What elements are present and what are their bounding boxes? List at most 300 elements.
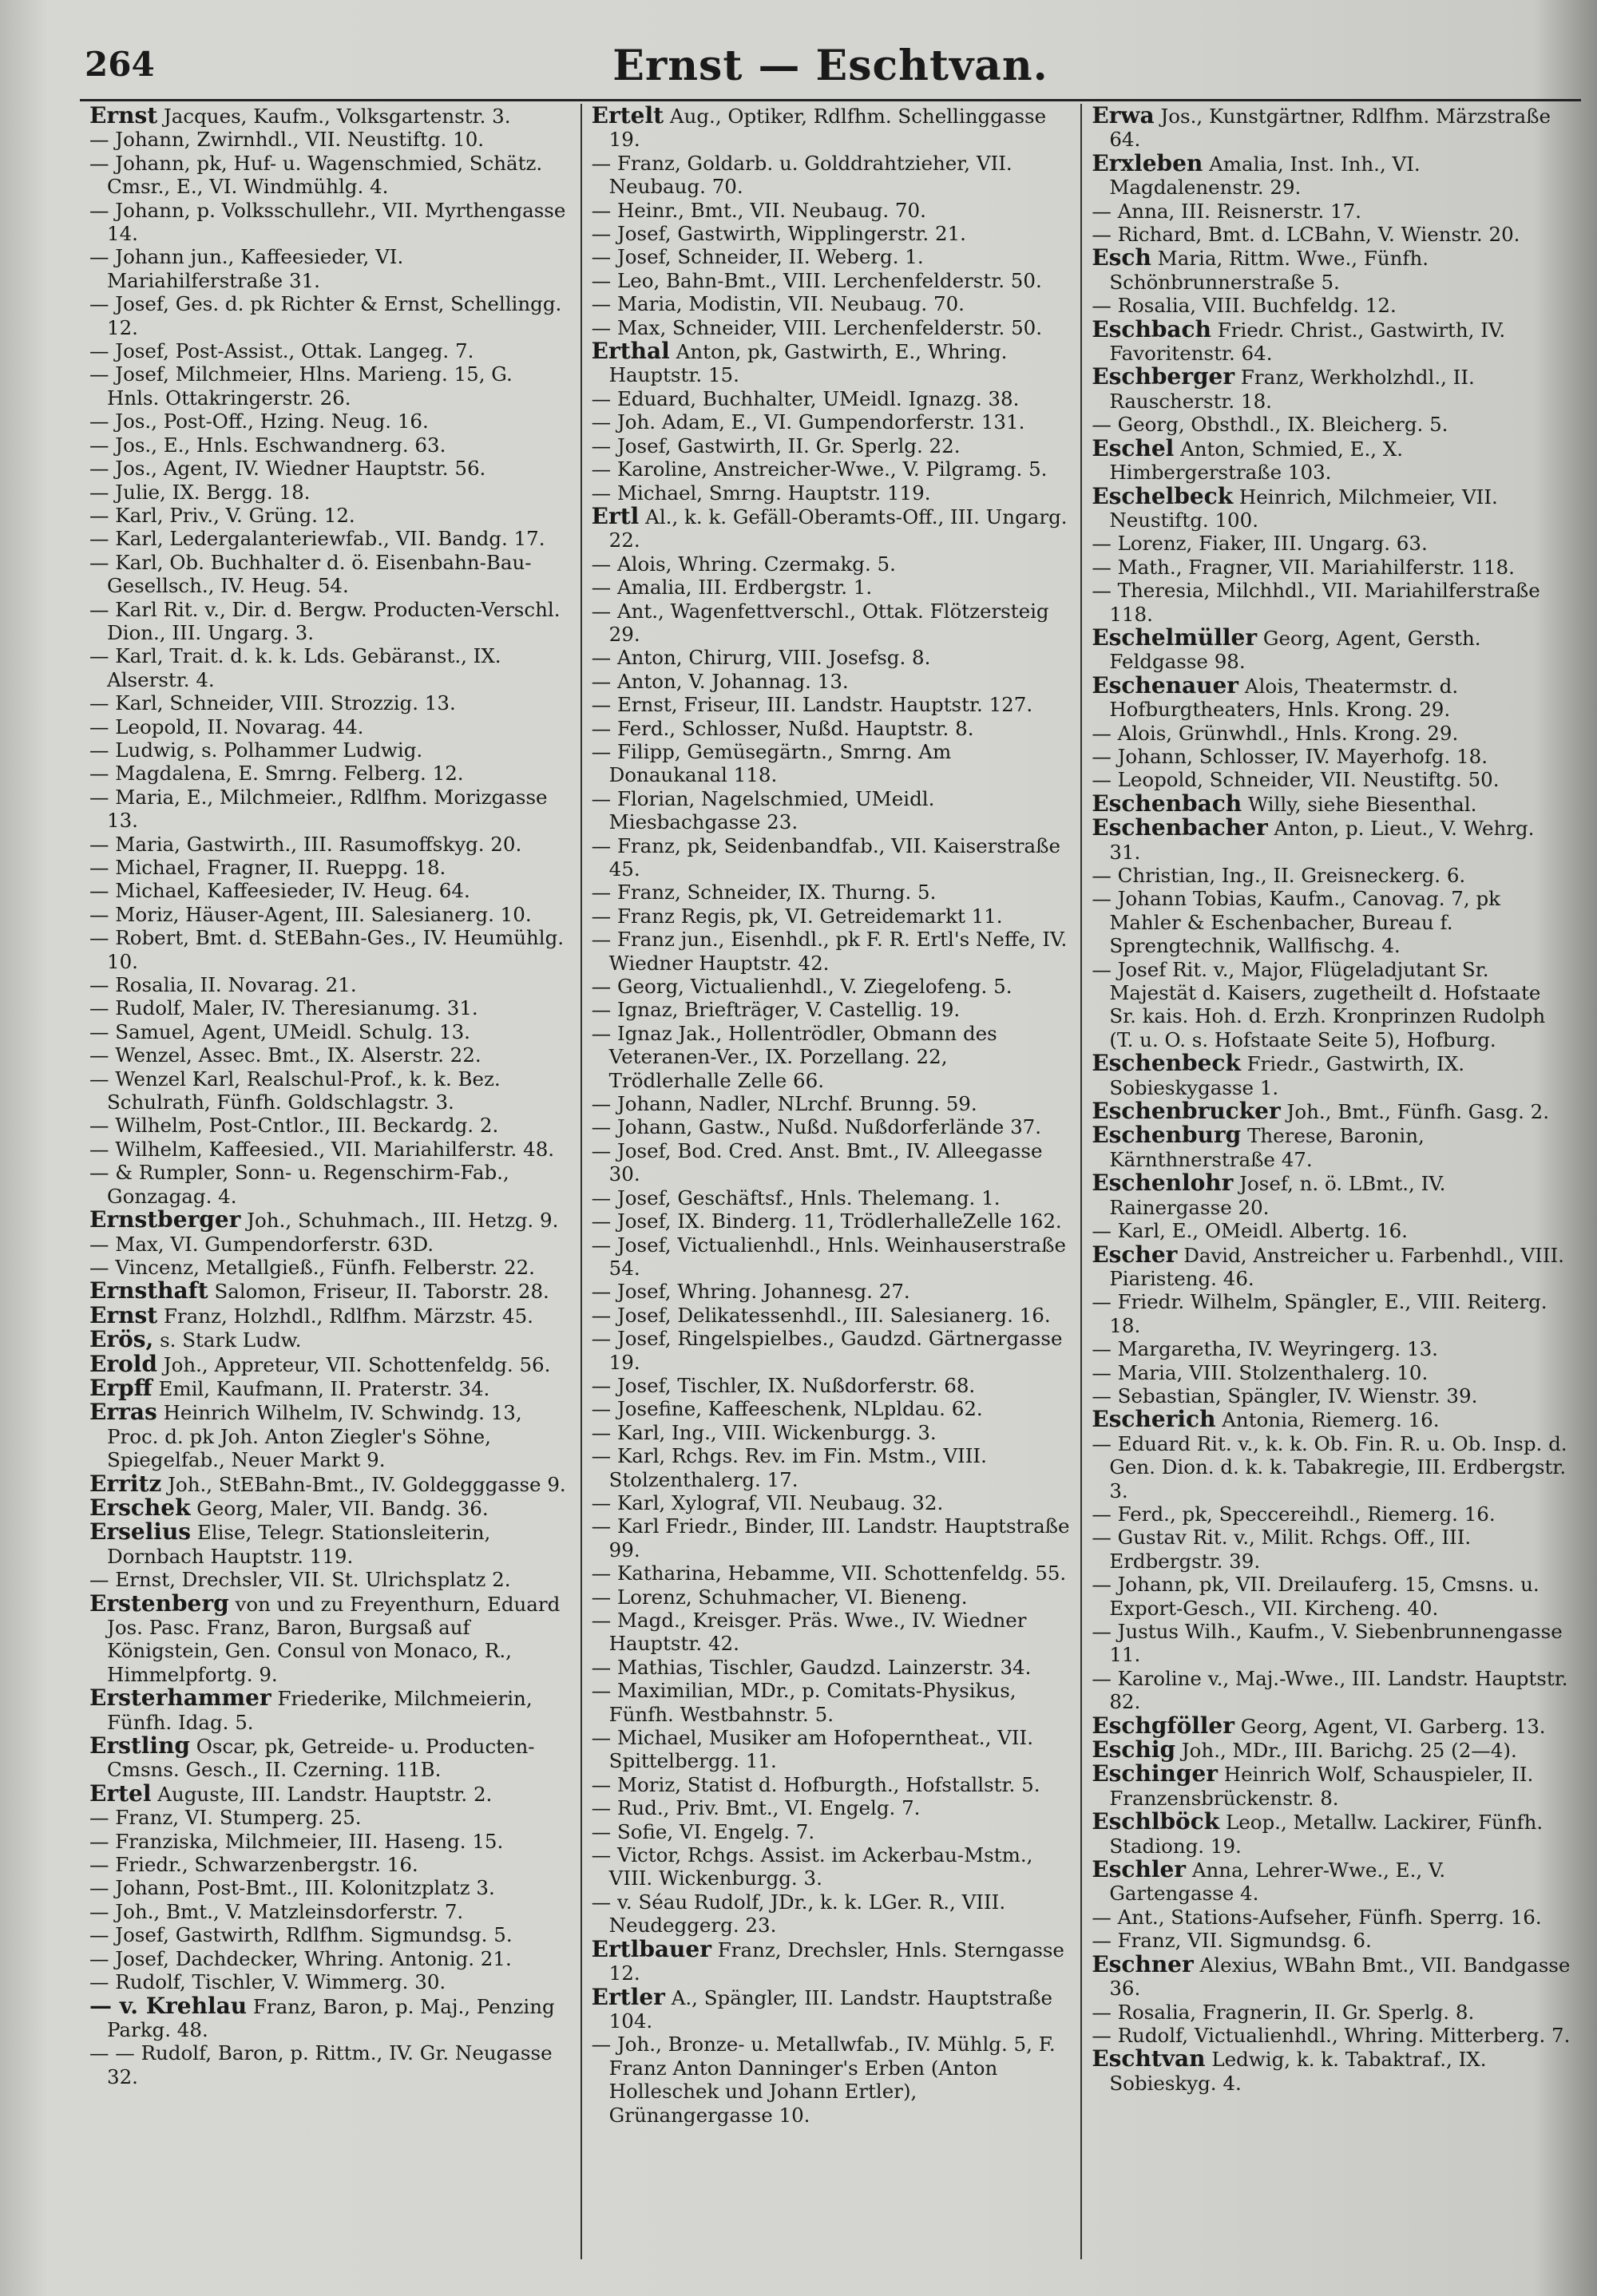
directory-entry [1092, 579, 1571, 626]
directory-entry [1092, 104, 1571, 152]
entry-text: — Johann, Zwirnhdl., VII. Neustiftg. 10. [89, 128, 485, 152]
entry-surname: Erschek [89, 1494, 191, 1521]
entry-text: — Mathias, Tischler, Gaudzd. Lainzerstr. 34. [591, 1655, 1032, 1679]
entry-text: — Michael, Fragner, II. Rueppg. 18. [89, 856, 446, 879]
entry-text: — Jos., Agent, IV. Wiedner Hauptstr. 56. [89, 457, 486, 481]
directory-entry [89, 104, 571, 128]
directory-entry [1092, 671, 1571, 722]
entry-text: Joh., Schuhmach., III. Hetzg. 9. [247, 1209, 559, 1233]
directory-entry [592, 481, 1072, 505]
entry-text: — Jos., Post-Off., Hzing. Neug. 16. [89, 410, 429, 433]
entry-text: — Max, VI. Gumpendorferstr. 63D. [89, 1232, 434, 1256]
directory-entry [89, 1876, 571, 1899]
directory-entry [89, 1400, 571, 1471]
entry-text: — Ant., Wagenfettverschl., Ottak. Flötzersteig 29. [591, 599, 1049, 646]
directory-entry [592, 1562, 1072, 1585]
directory-entry [592, 222, 1072, 245]
entry-text: — Anton, Chirurg, VIII. Josefsg. 8. [591, 646, 931, 670]
directory-entry [89, 856, 571, 879]
entry-text: — Maria, Modistin, VII. Neubaug. 70. [591, 292, 965, 316]
entry-text: — Franz jun., Eisenhdl., pk F. R. Ertl's Neffe, IV. Wiedner Hauptstr. 42. [591, 928, 1068, 975]
directory-entry [89, 1686, 571, 1734]
entry-text: — Karoline v., Maj.-Wwe., III. Landstr. Hauptstr. 82. [1092, 1666, 1568, 1714]
entry-text: — Sebastian, Spängler, IV. Wienstr. 39. [1092, 1384, 1478, 1407]
entry-text: Anton, pk, Gastwirth, E., Whring. Hauptstr. 15. [608, 340, 1008, 387]
directory-entry [592, 975, 1072, 998]
directory-entry [89, 786, 571, 833]
directory-entry [592, 1679, 1072, 1726]
directory-entry [1092, 792, 1571, 816]
entry-text: — Josef, Dachdecker, Whring. Antonig. 21. [89, 1946, 512, 1970]
entry-text: — Gustav Rit. v., Milit. Rchgs. Off., III. Erdbergstr. 39. [1092, 1526, 1472, 1573]
entry-surname: Ertlbauer [591, 1935, 711, 1962]
entry-text: — Josef, Ringelspielbes., Gaudzd. Gärtnergasse 19. [591, 1327, 1063, 1374]
entry-text: — Anna, III. Reisnerstr. 17. [1092, 199, 1361, 223]
entry-text: — Johann Tobias, Kaufm., Canovag. 7, pk Mahler & Eschenbacher, Bureau f. Sprengtechnik, Wallfischg. 4. [1092, 887, 1501, 958]
directory-entry [1092, 1762, 1571, 1810]
entry-text: Antonia, Riemerg. 16. [1222, 1408, 1440, 1432]
entry-surname: Esch [1092, 244, 1151, 271]
entry-text: — — Rudolf, Baron, p. Rittm., IV. Gr. Neugasse 32. [89, 2041, 553, 2088]
entry-text: Friedr. Christ., Gastwirth, IV. Favoritenstr. 64. [1109, 318, 1506, 366]
directory-entry [592, 1209, 1072, 1233]
entry-surname: Eschenburg [1092, 1122, 1242, 1149]
entry-text: — Maximilian, MDr., p. Comitats-Physikus, Fünfh. Westbahnstr. 5. [591, 1679, 1016, 1726]
directory-entry [592, 1092, 1072, 1115]
entry-text: Anna, Lehrer-Wwe., E., V. Gartengasse 4. [1109, 1859, 1446, 1906]
entry-text: — Rosalia, Fragnerin, II. Gr. Sperlg. 8. [1092, 2000, 1475, 2024]
directory-entry [592, 1186, 1072, 1209]
entry-text: — Karoline, Anstreicher-Wwe., V. Pilgramg. 5. [591, 457, 1048, 481]
directory-entry [89, 973, 571, 996]
directory-entry [592, 1139, 1072, 1186]
entry-text: — Wilhelm, Kaffeesied., VII. Mariahilferstr. 48. [89, 1137, 555, 1161]
entry-text: — Franz, VII. Sigmundsg. 6. [1092, 1929, 1372, 1953]
entry-text: — Rudolf, Tischler, V. Wimmerg. 30. [89, 1970, 446, 1994]
entry-text: — & Rumpler, Sonn- u. Regenschirm-Fab., Gonzagag. 4. [89, 1161, 509, 1208]
entry-text: — v. Séau Rudolf, JDr., k. k. LGer. R., VIII. Neudeggerg. 23. [591, 1890, 1006, 1938]
directory-entry [1092, 816, 1571, 864]
directory-entry [592, 1397, 1072, 1420]
entry-text: Joh., Bmt., Fünfh. Gasg. 2. [1286, 1100, 1550, 1124]
entry-surname: Eschenbach [1092, 790, 1242, 817]
entry-text: — Karl, Schneider, VIII. Strozzig. 13. [89, 691, 456, 715]
entry-text: — Franz, Goldarb. u. Golddrahtzieher, VII. Neubaug. 70. [591, 151, 1012, 199]
entry-text: — Amalia, III. Erdbergstr. 1. [591, 576, 873, 600]
entry-text: — Math., Fragner, VII. Mariahilferstr. 118. [1092, 555, 1515, 579]
page-header [80, 42, 1581, 97]
entry-text: David, Anstreicher u. Farbenhdl., VIII. Piaristeng. 46. [1109, 1243, 1564, 1290]
directory-columns [80, 104, 1581, 2259]
entry-text: — Max, Schneider, VIII. Lerchenfelderstr. 50. [591, 315, 1043, 339]
directory-entry [592, 292, 1072, 315]
directory-entry [1092, 745, 1571, 768]
entry-surname: Eschinger [1092, 1760, 1218, 1787]
directory-entry [592, 1985, 1072, 2033]
entry-surname: Eschig [1092, 1736, 1176, 1764]
directory-entry [89, 1568, 571, 1591]
directory-entry [89, 1472, 571, 1496]
entry-text: — Joh. Adam, E., VI. Gumpendorferstr. 131. [591, 410, 1025, 434]
directory-entry [1092, 1219, 1571, 1242]
entry-surname: Eschel [1092, 434, 1175, 461]
entry-surname: Eschenlohr [1092, 1170, 1234, 1197]
directory-entry [89, 691, 571, 715]
entry-text: Alois, Theatermstr. d. Hofburgtheaters, Hnls. Krong. 29. [1109, 674, 1459, 722]
entry-text: — Moriz, Statist d. Hofburgth., Hofstallstr. 5. [591, 1772, 1040, 1796]
entry-surname: Eschelmüller [1092, 623, 1258, 651]
entry-text: — Karl, Xylograf, VII. Neubaug. 32. [591, 1490, 944, 1514]
directory-entry [89, 1067, 571, 1114]
directory-entry [1092, 1667, 1571, 1714]
entry-surname: Erras [89, 1399, 157, 1426]
directory-entry [592, 1656, 1072, 1679]
entry-text: Heinrich Wilhelm, IV. Schwindg. 13, Proc. d. pk Joh. Anton Ziegler's Söhne, Spiegelfab., Neuer Markt 9. [107, 1401, 522, 1472]
entry-text: Joh., MDr., III. Barichg. 25 (2—4). [1181, 1739, 1517, 1763]
entry-surname: Eschgföller [1092, 1712, 1234, 1739]
entry-surname: Eschler [1092, 1856, 1187, 1883]
entry-surname: Escher [1092, 1241, 1178, 1268]
directory-entry [592, 387, 1072, 410]
entry-text: — Filipp, Gemüsegärtn., Smrng. Am Donaukanal 118. [591, 739, 952, 787]
entry-text: — Franziska, Milchmeier, III. Haseng. 15. [89, 1829, 504, 1853]
entry-text: Anton, p. Lieut., V. Wehrg. 31. [1109, 817, 1535, 864]
directory-entry [592, 410, 1072, 433]
directory-entry [89, 1900, 571, 1923]
entry-surname: Erold [89, 1350, 157, 1377]
directory-entry [592, 434, 1072, 457]
directory-entry [89, 598, 571, 645]
directory-entry [1092, 1361, 1571, 1384]
entry-surname: Eschenbeck [1092, 1050, 1241, 1077]
directory-entry [1092, 1123, 1571, 1171]
directory-entry [89, 504, 571, 527]
entry-text: — Joh., Bronze- u. Metallwfab., IV. Mühlg. 5, F. Franz Anton Danninger's Erben (Anton Holleschek und Johann Ertler), Grünangergasse 10. [591, 2033, 1056, 2127]
entry-surname: Eschner [1092, 1950, 1194, 1977]
entry-text: Amalia, Inst. Inh., VI. Magdalenenstr. 29. [1109, 152, 1421, 200]
directory-entry [1092, 1620, 1571, 1667]
entry-surname: Eschelbeck [1092, 482, 1234, 509]
directory-entry [89, 2041, 571, 2088]
directory-entry [1092, 1526, 1571, 1573]
entry-text: — Magd., Kreisger. Präs. Wwe., IV. Wiedner Hauptstr. 42. [591, 1609, 1027, 1656]
entry-text: — Friedr. Wilhelm, Spängler, E., VIII. Reiterg. 18. [1092, 1290, 1547, 1337]
entry-text: — Katharina, Hebamme, VII. Schottenfeldg. 55. [591, 1562, 1067, 1585]
directory-entry [89, 1830, 571, 1853]
entry-surname: Erxleben [1092, 149, 1203, 176]
entry-text: — Ignaz Jak., Hollentrödler, Obmann des Veteranen-Ver., IX. Porzellang. 22, Trödlerhalle Zelle 66. [591, 1021, 997, 1092]
directory-entry [592, 316, 1072, 339]
directory-entry [89, 1496, 571, 1520]
directory-entry [89, 715, 571, 738]
directory-entry [89, 1020, 571, 1043]
entry-text: — Josefine, Kaffeeschenk, NLpldau. 62. [591, 1397, 983, 1421]
entry-text: Auguste, III. Landstr. Hauptstr. 2. [157, 1782, 493, 1806]
entry-text: — Josef, Schneider, II. Weberg. 1. [591, 245, 924, 269]
entry-text: Georg, Agent, VI. Garberg. 13. [1240, 1714, 1546, 1738]
directory-entry [592, 881, 1072, 904]
entry-surname: Erwa [1092, 104, 1155, 129]
entry-text: — Josef, IX. Binderg. 11, TrödlerhalleZelle 162. [591, 1209, 1062, 1233]
directory-entry [592, 1444, 1072, 1491]
entry-text: — Josef, Victualienhdl., Hnls. Weinhauserstraße 54. [591, 1233, 1066, 1280]
directory-entry [89, 1970, 571, 1993]
directory-entry [1092, 1950, 1571, 2001]
directory-entry [592, 1022, 1072, 1092]
entry-text: — Johann, Post-Bmt., III. Kolonitzplatz 3. [89, 1876, 495, 1900]
directory-entry [592, 1374, 1072, 1397]
entry-text: — Josef, Post-Assist., Ottak. Langeg. 7. [89, 339, 474, 363]
entry-surname: Erthal [591, 338, 670, 365]
directory-entry [592, 998, 1072, 1021]
entry-text: Anton, Schmied, E., X. Himbergerstraße 103. [1109, 437, 1404, 485]
entry-text: — Magdalena, E. Smrng. Felberg. 12. [89, 762, 464, 786]
directory-entry [592, 245, 1072, 268]
directory-entry [592, 693, 1072, 716]
entry-text: Georg, Agent, Gersth. Feldgasse 98. [1109, 626, 1481, 674]
entry-text: Franz, Holzhdl., Rdlfhm. Märzstr. 45. [163, 1304, 533, 1328]
entry-text: — Josef Rit. v., Major, Flügeladjutant Sr. Majestät d. Kaisers, zugetheilt d. Hofstaate Sr. kais. Hoh. d. Erzh. Kronprinzen Rudolph (T. u. O. s. Hofstaate Seite 5), Hofburg. [1092, 957, 1546, 1051]
directory-entry [89, 1161, 571, 1208]
entry-text: — Michael, Smrng. Hauptstr. 119. [591, 481, 931, 505]
directory-entry [1092, 2024, 1571, 2047]
entry-text: — Justus Wilh., Kaufm., V. Siebenbrunnengasse 11. [1092, 1620, 1563, 1667]
directory-entry [89, 1589, 571, 1687]
directory-entry [592, 1491, 1072, 1514]
directory-entry [89, 1233, 571, 1256]
directory-entry [592, 600, 1072, 647]
entry-text: — Leo, Bahn-Bmt., VIII. Lerchenfelderstr. 50. [591, 268, 1042, 292]
entry-surname: — v. Krehlau [89, 1992, 248, 2019]
entry-text: — Ant., Stations-Aufseher, Fünfh. Sperrg. 16. [1092, 1905, 1542, 1929]
directory-entry [592, 339, 1072, 387]
entry-text: — Theresia, Milchhdl., VII. Mariahilferstraße 118. [1092, 579, 1540, 626]
entry-text: — Josef, Milchmeier, Hlns. Marieng. 15, G. Hnls. Ottakringerstr. 26. [89, 362, 513, 410]
entry-text: — Maria, E., Milchmeier., Rdlfhm. Morizgasse 13. [89, 785, 548, 833]
entry-text: — Ernst, Drechsler, VII. St. Ulrichsplatz 2. [89, 1568, 511, 1592]
entry-text: — Florian, Nagelschmied, UMeidl. Miesbachgasse 23. [591, 786, 935, 834]
entry-text: Jacques, Kaufm., Volksgartenstr. 3. [163, 105, 511, 128]
entry-surname: Erös, [89, 1326, 154, 1353]
entry-text: — Alois, Whring. Czermakg. 5. [591, 552, 896, 576]
entry-text: Heinrich Wolf, Schauspieler, II. Franzensbrückenstr. 8. [1109, 1763, 1534, 1810]
entry-surname: Ernstberger [89, 1206, 241, 1233]
entry-text: — Eduard, Buchhalter, UMeidl. Ignazg. 38. [591, 386, 1020, 410]
directory-entry [89, 1352, 571, 1376]
directory-entry [89, 1734, 571, 1782]
entry-surname: Ernsthaft [89, 1277, 208, 1304]
entry-text: Franz, Werkholzhdl., II. Rauscherstr. 18. [1109, 366, 1475, 413]
directory-entry [1092, 2047, 1571, 2095]
directory-entry [89, 292, 571, 339]
directory-entry [592, 1514, 1072, 1562]
entry-text: — Josef, Gastwirth, Rdlfhm. Sigmundsg. 5. [89, 1923, 513, 1947]
entry-text: — Maria, Gastwirth., III. Rasumoffskyg. 20. [89, 832, 522, 856]
directory-entry [89, 199, 571, 246]
entry-text: — Richard, Bmt. d. LCBahn, V. Wienstr. 20. [1092, 223, 1520, 247]
entry-text: Josef, n. ö. LBmt., IV. Rainergasse 20. [1109, 1172, 1446, 1219]
entry-text: — Josef, Gastwirth, Wipplingerstr. 21. [591, 222, 966, 246]
entry-surname: Ertelt [591, 104, 664, 129]
directory-entry [1092, 1858, 1571, 1906]
entry-surname: Eschenbrucker [1092, 1098, 1281, 1125]
directory-entry [592, 717, 1072, 740]
entry-text: — Josef, Ges. d. pk Richter & Ernst, Schellingg. 12. [89, 292, 562, 339]
directory-entry [1092, 1906, 1571, 1929]
entry-text: — Karl, Rchgs. Rev. im Fin. Mstm., VIII. Stolzenthalerg. 17. [591, 1444, 987, 1491]
entry-surname: Erstenberg [89, 1589, 229, 1617]
entry-text: Salomon, Friseur, II. Taborstr. 28. [214, 1280, 549, 1304]
directory-entry [592, 104, 1072, 152]
directory-entry [89, 410, 571, 433]
directory-entry [89, 1376, 571, 1400]
entry-text: — Franz, pk, Seidenbandfab., VII. Kaiserstraße 45. [591, 833, 1060, 881]
directory-entry [89, 457, 571, 480]
entry-text: — Lorenz, Schuhmacher, VI. Bieneng. [591, 1585, 968, 1609]
entry-surname: Ernst [89, 104, 158, 129]
page-number: 264 [85, 45, 155, 84]
directory-entry [1092, 1714, 1571, 1738]
directory-entry [592, 1233, 1072, 1281]
entry-text: — Rud., Priv. Bmt., VI. Engelg. 7. [591, 1796, 921, 1820]
directory-entry [591, 502, 1072, 552]
directory-entry [89, 1114, 571, 1137]
directory-entry [89, 1853, 571, 1876]
directory-entry [1092, 1432, 1571, 1502]
entry-surname: Erstling [89, 1732, 190, 1760]
entry-surname: Ersterhammer [89, 1684, 271, 1712]
entry-text: Franz, Drechsler, Hnls. Sterngasse 12. [608, 1938, 1064, 1985]
entry-surname: Eschenauer [1092, 671, 1239, 699]
directory-entry [89, 879, 571, 902]
entry-text: Elise, Telegr. Stationsleiterin, Dornbach Hauptstr. 119. [107, 1521, 491, 1568]
entry-text: — Wenzel Karl, Realschul-Prof., k. k. Bez. Schulrath, Fünfh. Goldschlagstr. 3. [89, 1067, 501, 1114]
directory-entry [89, 996, 571, 1019]
entry-surname: Eschbach [1092, 315, 1211, 342]
entry-text: — Johann, Gastw., Nußd. Nußdorferlände 37. [591, 1115, 1042, 1139]
entry-text: — Josef, Delikatessenhdl., III. Salesianerg. 16. [591, 1303, 1051, 1327]
directory-entry [1092, 315, 1571, 366]
directory-entry [89, 926, 571, 973]
entry-text: — Josef, Geschäftsf., Hnls. Thelemang. 1. [591, 1186, 1001, 1209]
entry-text: — Johann jun., Kaffeesieder, VI. Mariahilferstraße 31. [89, 245, 404, 292]
directory-entry [89, 1256, 571, 1279]
entry-text: — Michael, Musiker am Hofoperntheat., VII. Spittelbergg. 11. [591, 1726, 1034, 1773]
directory-entry [89, 833, 571, 856]
directory-entry [592, 1796, 1072, 1819]
directory-entry [1092, 722, 1571, 745]
directory-entry [1092, 1929, 1571, 1952]
directory-entry [592, 646, 1072, 669]
directory-entry [1092, 434, 1571, 485]
entry-text: Al., k. k. Gefäll-Oberamts-Off., III. Ungarg. 22. [608, 505, 1068, 552]
entry-text: — Johann, p. Volksschullehr., VII. Myrthengasse 14. [89, 198, 566, 246]
directory-entry [592, 1115, 1072, 1138]
directory-entry [592, 1890, 1072, 1938]
directory-entry [1092, 223, 1571, 246]
directory-entry [89, 551, 571, 598]
directory-entry [592, 787, 1072, 834]
directory-entry [89, 128, 571, 151]
directory-entry [89, 644, 571, 691]
directory-entry [89, 1279, 571, 1303]
entry-surname: Eschberger [1092, 363, 1235, 390]
directory-entry [89, 1994, 571, 2042]
entry-text: — Karl, E., OMeidl. Albertg. 16. [1092, 1219, 1408, 1243]
entry-text: — Jos., E., Hnls. Eschwandnerg. 63. [89, 433, 446, 457]
directory-entry [592, 834, 1072, 881]
entry-text: — Heinr., Bmt., VII. Neubaug. 70. [591, 198, 926, 222]
directory-entry [592, 152, 1072, 199]
entry-text: Jos., Kunstgärtner, Rdlfhm. Märzstraße 64. [1109, 105, 1551, 152]
entry-surname: Eschlböck [1092, 1808, 1220, 1835]
directory-entry [89, 1806, 571, 1829]
directory-entry [1092, 482, 1571, 532]
directory-entry [89, 433, 571, 457]
directory-entry [592, 199, 1072, 222]
column-right [1080, 104, 1581, 2259]
entry-text: — Josef, Tischler, IX. Nußdorferstr. 68. [591, 1373, 976, 1397]
directory-entry [89, 1923, 571, 1946]
directory-entry [1092, 1407, 1571, 1431]
directory-entry [592, 740, 1072, 787]
entry-text: — Ferd., Schlosser, Nußd. Hauptstr. 8. [591, 716, 974, 740]
directory-entry [1092, 1502, 1571, 1526]
entry-text: Franz, Baron, p. Maj., Penzing Parkg. 48. [107, 1994, 555, 2041]
entry-text: — Leopold, II. Novarag. 44. [89, 715, 364, 738]
entry-surname: Escherich [1092, 1406, 1216, 1433]
entry-text: — Wenzel, Assec. Bmt., IX. Alserstr. 22. [89, 1043, 481, 1067]
entry-text: Maria, Rittm. Wwe., Fünfh. Schönbrunnerstraße 5. [1109, 247, 1429, 294]
directory-entry [89, 738, 571, 762]
entry-text: Friedr., Gastwirth, IX. Sobieskygasse 1. [1109, 1052, 1464, 1099]
directory-entry [592, 1843, 1072, 1890]
entry-text: — Josef, Gastwirth, II. Gr. Sperlg. 22. [591, 433, 961, 457]
entry-text: Therese, Baronin, Kärnthnerstraße 47. [1109, 1124, 1425, 1171]
directory-entry [89, 1043, 571, 1067]
entry-text: — Ignaz, Briefträger, V. Castellig. 19. [591, 998, 961, 1022]
directory-entry [89, 1947, 571, 1970]
directory-entry [89, 903, 571, 926]
directory-entry [1092, 623, 1571, 674]
entry-text: — Karl, Ob. Buchhalter d. ö. Eisenbahn-Bau-Gesellsch., IV. Heug. 54. [89, 550, 532, 598]
directory-entry [1092, 532, 1571, 555]
entry-text: — Georg, Obsthdl., IX. Bleicherg. 5. [1092, 413, 1448, 437]
entry-text: — Karl, Priv., V. Grüng. 12. [89, 503, 355, 527]
entry-text: Georg, Maler, VII. Bandg. 36. [196, 1496, 489, 1520]
directory-entry [591, 1935, 1072, 1985]
entry-text: — Rosalia, VIII. Buchfeldg. 12. [1092, 294, 1397, 318]
directory-entry [1092, 1738, 1571, 1762]
directory-entry [592, 1304, 1072, 1327]
entry-text: Willy, siehe Biesenthal. [1247, 792, 1477, 816]
directory-entry [1092, 413, 1571, 436]
directory-entry [592, 269, 1072, 292]
entry-text: Oscar, pk, Getreide- u. Producten-Cmsns. Gesch., II. Czerning. 11B. [107, 1735, 535, 1782]
header-rule [80, 99, 1581, 101]
directory-entry [592, 1609, 1072, 1656]
entry-text: Joh., StEBahn-Bmt., IV. Goldegggasse 9. [168, 1472, 566, 1496]
entry-surname: Ertl [591, 502, 640, 529]
entry-text: — Josef, Bod. Cred. Anst. Bmt., IV. Alleegasse 30. [591, 1138, 1043, 1186]
entry-surname: Erpff [89, 1374, 153, 1401]
directory-entry [89, 245, 571, 292]
entry-text: A., Spängler, III. Landstr. Hauptstraße 104. [608, 1985, 1053, 2033]
directory-entry [1092, 294, 1571, 317]
directory-entry [592, 576, 1072, 599]
entry-text: Heinrich, Milchmeier, VII. Neustiftg. 100. [1109, 485, 1498, 532]
entry-text: — Karl, Trait. d. k. k. Lds. Gebäranst., IX. Alserstr. 4. [89, 644, 501, 691]
